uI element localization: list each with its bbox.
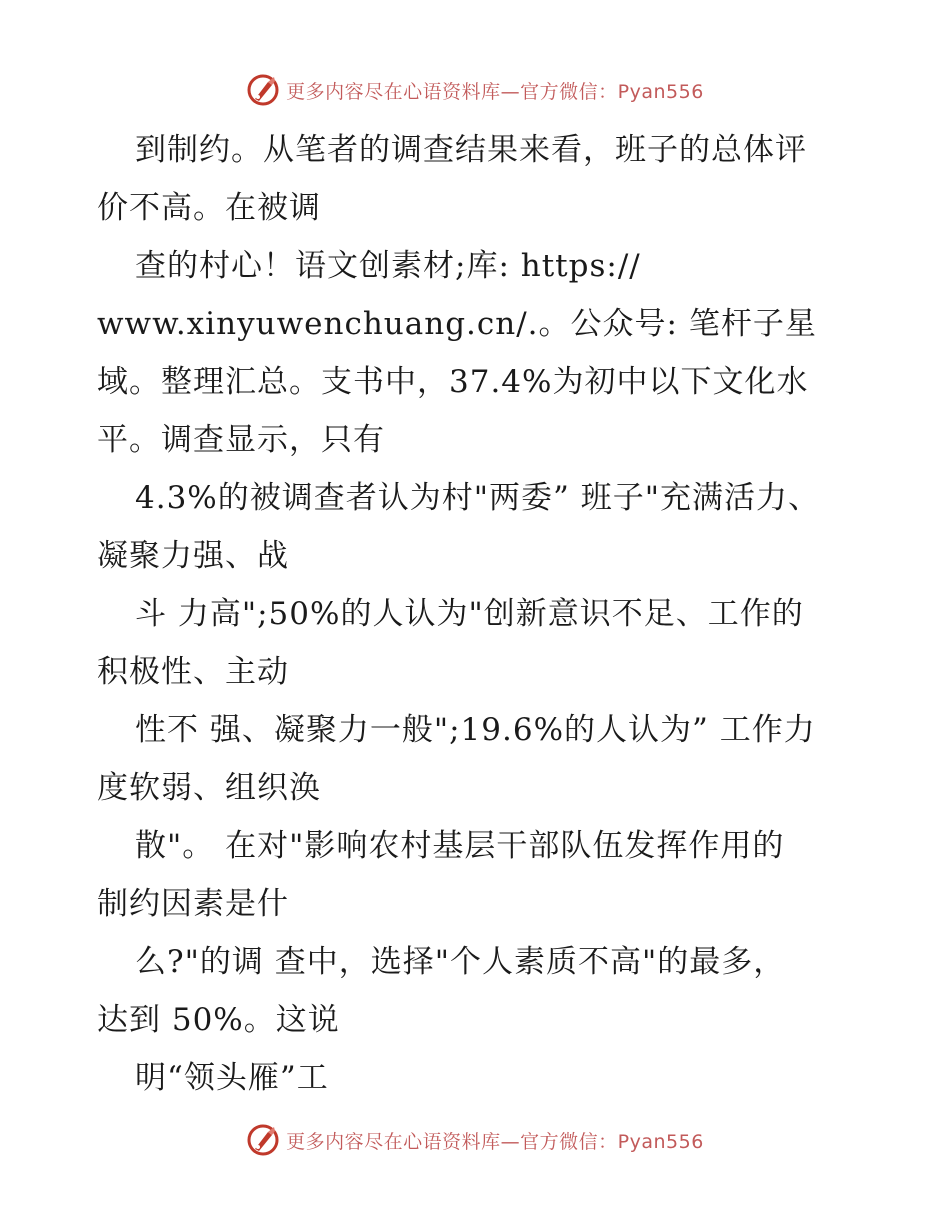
body-line: 么?"的调 查中，选择"个人素质不高"的最多， xyxy=(135,944,786,980)
quill-pen-circle-icon xyxy=(246,1123,280,1157)
footer-text: 更多内容尽在心语资料库—官方微信：Pyan556 xyxy=(286,1130,704,1153)
body-line: 价不高。在被调 xyxy=(97,190,321,226)
footer-banner xyxy=(0,1120,950,1160)
body-line: 散"。 在对"影响农村基层干部队伍发挥作用的 xyxy=(135,828,785,864)
quill-pen-circle-icon xyxy=(246,73,280,107)
document-body xyxy=(97,121,867,1107)
body-line: 平。调查显示，只有 xyxy=(97,422,385,458)
body-line: 凝聚力强、战 xyxy=(97,538,289,574)
header-text: 更多内容尽在心语资料库—官方微信：Pyan556 xyxy=(286,80,704,103)
body-line: www.xinyuwenchuang.cn/.。公众号: 笔杆子星 xyxy=(97,306,817,342)
body-line: 斗 力高";50%的人认为"创新意识不足、工作的 xyxy=(135,596,804,632)
body-line: 制约因素是什 xyxy=(97,886,289,922)
body-line: 明“领头雁”工 xyxy=(135,1060,329,1096)
body-line: 性不 强、凝聚力一般";19.6%的人认为” 工作力 xyxy=(135,712,816,748)
body-line: 积极性、主动 xyxy=(97,654,289,690)
body-line: 4.3%的被调查者认为村"两委” 班子"充满活力、 xyxy=(135,480,820,516)
body-line: 达到 50%。这说 xyxy=(97,1002,340,1038)
body-line: 域。整理汇总。支书中，37.4%为初中以下文化水 xyxy=(97,364,809,400)
header-banner xyxy=(0,70,950,110)
body-line: 到制约。从笔者的调查结果来看，班子的总体评 xyxy=(135,132,807,168)
body-line: 度软弱、组织涣 xyxy=(97,770,321,806)
body-line: 查的村心！语文创素材;库: https:// xyxy=(135,248,641,284)
